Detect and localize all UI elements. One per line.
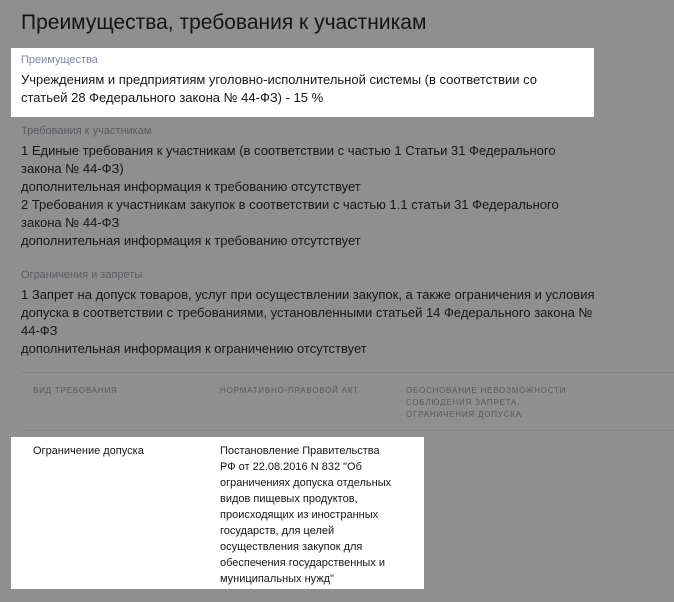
table-header-justification: ОБОСНОВАНИЕ НЕВОЗМОЖНОСТИ СОБЛЮДЕНИЯ ЗАПРЕТА, ОГРАНИЧЕНИЯ ДОПУСКА — [406, 386, 567, 419]
requirement-note: дополнительная информация к требованию отсутствует — [21, 233, 361, 248]
table-top-divider — [21, 372, 674, 373]
table-header-act: НОРМАТИВНО-ПРАВОВОЙ АКТ — [220, 386, 359, 395]
requirements-body — [21, 142, 586, 250]
restriction-item: 1 Запрет на допуск товаров, услуг при осуществлении закупок, а также ограничения и условия допуска в соответствии с требованиями, установленными статьей 14 Федерального закона № 44-ФЗ — [21, 287, 595, 338]
advantages-section — [21, 53, 586, 107]
requirement-item: 1 Единые требования к участникам (в соответствии с частью 1 Статьи 31 Федерального закона № 44-ФЗ) — [21, 143, 556, 176]
advantages-text: Учреждениям и предприятиям уголовно-исполнительной системы (в соответствии со статьей 28 Федерального закона № 44-ФЗ) - 15 % — [21, 72, 538, 105]
table-header-divider — [21, 430, 674, 431]
requirement-item: 2 Требования к участникам закупок в соответствии с частью 1.1 статьи 31 Федерального закона № 44-ФЗ — [21, 197, 559, 230]
page-title: Преимущества, требования к участникам — [21, 11, 427, 34]
requirement-note: дополнительная информация к требованию отсутствует — [21, 179, 361, 194]
requirements-section — [21, 124, 586, 250]
table-cell-act: Постановление Правительства РФ от 22.08.2016 N 832 "Об ограничениях допуска отдельных видов пищевых продуктов, происходящих из иностранных государств, для целей осуществления закупок для обеспечения государственных и муниципальных нужд" — [220, 445, 392, 585]
restriction-note: дополнительная информация к ограничению отсутствует — [21, 341, 367, 356]
restrictions-body — [21, 286, 596, 358]
table-header-type: ВИД ТРЕБОВАНИЯ — [33, 386, 118, 395]
advantages-label: Преимущества — [21, 54, 98, 66]
restrictions-label: Ограничения и запреты — [21, 269, 143, 281]
requirements-label: Требования к участникам — [21, 125, 152, 137]
restrictions-section — [21, 268, 596, 358]
table-cell-type: Ограничение допуска — [33, 445, 144, 457]
